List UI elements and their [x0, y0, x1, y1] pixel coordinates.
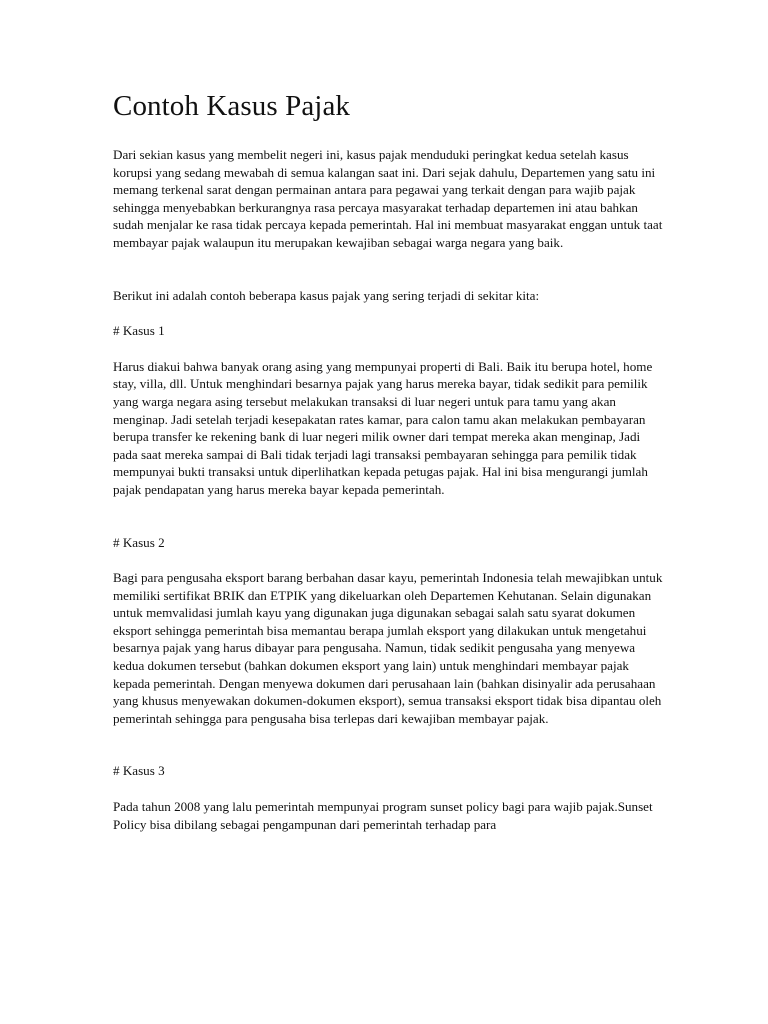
case-2-heading: # Kasus 2 — [113, 534, 165, 550]
lead-paragraph: Berikut ini adalah contoh beberapa kasus pajak yang sering terjadi di sekitar kita: — [113, 287, 540, 303]
case-1-heading: # Kasus 1 — [113, 323, 165, 339]
spacer — [113, 252, 663, 287]
spacer — [113, 551, 663, 569]
case-1-body: Harus diakui bahwa banyak orang asing yang mempunyai properti di Bali. Baik itu berupa hotel, home stay, villa, dll. Untuk menghindari besarnya pajak yang harus mereka bayar, tidak sedikit para pemilik yang warga negara asing tersebut melakukan transaksi di luar negeri untuk para tamu yang akan menginap. Jadi setelah terjadi kesepakatan rates kamar, para calon tamu akan melakukan pembayaran berupa transfer ke rekening bank di luar negeri milik owner dari tempat mereka akan menginap, Jadi pada saat mereka sampai di Bali tidak terjadi lagi transaksi pembayaran sehingga para pemilik tidak mempunyai bukti transaksi untuk diperlihatkan kepada petugas pajak. Hal ini bisa mengurangi jumlah pajak pendapatan yang harus mereka bayar kepada pemerintah. — [113, 358, 653, 497]
case-3-heading: # Kasus 3 — [113, 763, 165, 779]
case-3-body: Pada tahun 2008 yang lalu pemerintah mempunyai program sunset policy bagi para wajib pajak.Sunset Policy bisa dibilang sebagai pengampunan dari pemerintah terhadap para — [113, 799, 653, 832]
spacer — [113, 304, 663, 322]
intro-paragraph: Dari sekian kasus yang membelit negeri ini, kasus pajak menduduki peringkat kedua setelah kasus korupsi yang sedang mewabah di semua kalangan saat ini. Dari sejak dahulu, Departemen yang satu ini memang terkenal sarat dengan permainan antara para pegawai yang terkait dengan para wajib pajak sehingga menyebabkan berkurangnya rasa percaya masyarakat terhadap departemen ini atau bahkan sudah menjalar ke rasa tidak percaya kepada pemerintah. Hal ini membuat masyarakat enggan untuk taat membayar pajak walaupun itu merupakan kewajiban sebagai warga negara yang baik. — [113, 147, 663, 250]
spacer — [113, 340, 663, 358]
document-page — [113, 88, 663, 833]
case-2-body: Bagi para pengusaha eksport barang berbahan dasar kayu, pemerintah Indonesia telah mewajibkan untuk memiliki sertifikat BRIK dan ETPIK yang dikeluarkan oleh Departemen Kehutanan. Selain digunakan untuk memvalidasi jumlah kayu yang digunakan juga digunakan sebagai salah satu syarat dokumen eksport sehingga pemerintah bisa memantau berapa jumlah eksport yang dilakukan untuk mengetahui besarnya pajak yang harus dibayar para pengusaha. Namun, tidak sedikit pengusaha yang menyewa kedua dokumen tersebut (bahkan dokumen eksport yang lain) untuk menghindari membayar pajak kepada pemerintah. Dengan menyewa dokumen dari perusahaan lain (bahkan disinyalir ada perusahaan yang khusus menyewakan dokumen-dokumen eksport), semua transaksi eksport tidak bisa dipantau oleh pemerintah sehingga para pengusaha bisa terlepas dari kewajiban membayar pajak. — [113, 570, 663, 726]
document-title: Contoh Kasus Pajak — [113, 90, 351, 122]
spacer — [113, 727, 663, 762]
spacer — [113, 780, 663, 798]
spacer — [113, 499, 663, 534]
